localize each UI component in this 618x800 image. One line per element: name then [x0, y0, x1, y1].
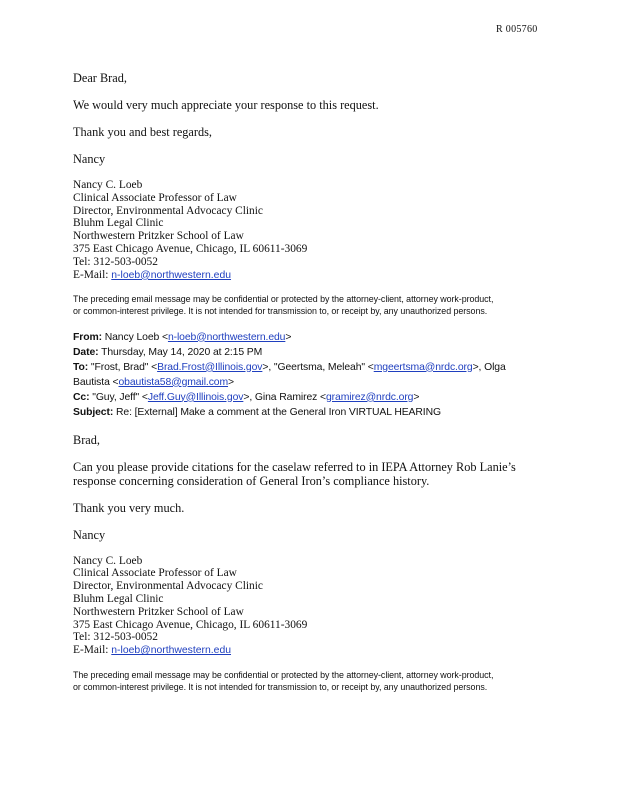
message-body-line: response concerning consideration of General Iron’s compliance history. [73, 473, 430, 488]
cc-text: > [413, 391, 420, 403]
signature-line: Northwestern Pritzker School of Law [73, 605, 244, 618]
to-text: > [228, 376, 234, 388]
date-line [73, 345, 553, 360]
signature-line: 375 East Chicago Avenue, Chicago, IL 60611-3069 [73, 618, 308, 631]
confidentiality-line: The preceding email message may be confidential or protected by the attorney-client, attorney work-product, [73, 669, 494, 680]
confidentiality-line: The preceding email message may be confidential or protected by the attorney-client, attorney work-product, [73, 294, 494, 305]
signature-line: Nancy C. Loeb [73, 179, 143, 191]
to-line [73, 360, 553, 375]
cc-text: "Guy, Jeff" < [89, 391, 148, 403]
confidentiality-notice [73, 670, 553, 693]
signature-line: Bluhm Legal Clinic [73, 592, 164, 605]
sender-first-name: Nancy [73, 527, 106, 542]
signature-email-line [73, 269, 553, 283]
from-label: From: [73, 331, 102, 343]
to-email-link[interactable]: Brad.Frost@Illinois.gov [157, 361, 263, 373]
confidentiality-notice [73, 294, 553, 317]
signature-block [73, 555, 553, 658]
from-end: > [285, 331, 292, 343]
signature-line: Nancy C. Loeb [73, 554, 143, 567]
to-text: "Frost, Brad" < [88, 361, 158, 373]
subject-line [73, 405, 553, 420]
signature-line: Bluhm Legal Clinic [73, 217, 164, 230]
date-label: Date: [73, 346, 99, 358]
cc-line [73, 390, 553, 405]
subject-label: Subject: [73, 406, 114, 418]
to-label: To: [73, 361, 89, 373]
signature-email-link[interactable]: n-loeb@northwestern.edu [111, 269, 232, 281]
signature-line: Clinical Associate Professor of Law [73, 191, 237, 204]
from-email-link[interactable]: n-loeb@northwestern.edu [167, 331, 286, 343]
closing: Thank you and best regards, [73, 125, 212, 139]
confidentiality-line: or common-interest privilege. It is not intended for transmission to, or receipt by, any unauthorized persons. [73, 305, 488, 316]
to-text: >, Olga [472, 361, 506, 373]
signature-email-line [73, 644, 553, 658]
bates-number: R 005760 [496, 24, 538, 35]
to-text: >, "Geertsma, Meleah" < [262, 361, 374, 373]
cc-email-link[interactable]: Jeff.Guy@Illinois.gov [147, 391, 244, 403]
email-content [73, 71, 553, 693]
signature-line: Clinical Associate Professor of Law [73, 567, 237, 580]
signature-line: Northwestern Pritzker School of Law [73, 230, 244, 243]
cc-email-link[interactable]: gramirez@nrdc.org [325, 391, 414, 403]
to-line-continued [73, 375, 553, 390]
date-value: Thursday, May 14, 2020 at 2:15 PM [98, 346, 263, 358]
closing: Thank you very much. [73, 500, 185, 515]
salutation: Dear Brad, [73, 71, 127, 85]
salutation: Brad, [73, 432, 100, 447]
email-label: E-Mail: [73, 644, 112, 657]
confidentiality-line: or common-interest privilege. It is not intended for transmission to, or receipt by, any unauthorized persons. [73, 681, 488, 692]
signature-email-link[interactable]: n-loeb@northwestern.edu [111, 645, 232, 657]
from-line [73, 330, 553, 345]
to-text: Bautista < [73, 376, 119, 388]
to-email-link[interactable]: obautista58@gmail.com [118, 376, 229, 388]
to-email-link[interactable]: mgeertsma@nrdc.org [373, 361, 473, 373]
cc-label: Cc: [73, 391, 90, 403]
subject-value: Re: [External] Make a comment at the General Iron VIRTUAL HEARING [113, 406, 441, 418]
sender-first-name: Nancy [73, 152, 106, 166]
message-body-line: Can you please provide citations for the caselaw referred to in IEPA Attorney Rob Lanie’s [73, 459, 516, 474]
email-header [73, 330, 553, 420]
from-name: Nancy Loeb < [101, 331, 168, 343]
signature-block [73, 179, 553, 282]
signature-line: Director, Environmental Advocacy Clinic [73, 204, 263, 217]
signature-line: 375 East Chicago Avenue, Chicago, IL 60611-3069 [73, 242, 308, 255]
message-body: We would very much appreciate your response to this request. [73, 98, 379, 112]
signature-line: Director, Environmental Advocacy Clinic [73, 580, 263, 593]
email-label: E-Mail: [73, 268, 112, 281]
signature-line: Tel: 312-503-0052 [73, 631, 158, 644]
signature-line: Tel: 312-503-0052 [73, 255, 158, 268]
cc-text: >, Gina Ramirez < [243, 391, 326, 403]
